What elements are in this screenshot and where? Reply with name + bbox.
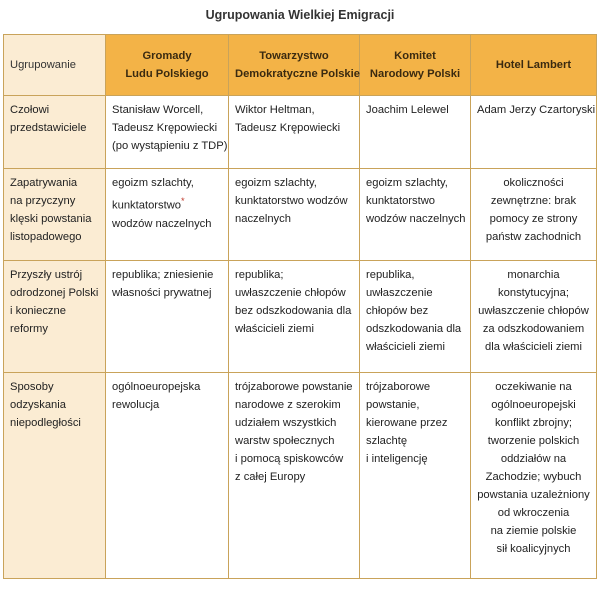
cell-line: na ziemie polskie [490, 525, 577, 537]
row-label-line: i konieczne [10, 305, 66, 317]
header-gromady [106, 35, 229, 96]
cell-line: bez odszkodowania dla [235, 305, 352, 317]
cell-line: (po wystąpieniu z TDP) [112, 140, 228, 152]
header-tdp [229, 35, 360, 96]
table-title: Ugrupowania Wielkiej Emigracji [205, 8, 395, 22]
cell-line: powstania uzależniony [477, 489, 590, 501]
cell-line: Stanisław Worcell, [112, 104, 204, 116]
cell-text: kunktatorstwo [112, 199, 182, 212]
header-corner: Ugrupowanie [4, 35, 106, 96]
cell-line: egoizm szlachty, [112, 177, 194, 189]
row-label-line: Zapatrywania [10, 177, 78, 189]
header-hotel-lambert [471, 35, 597, 96]
header-row [4, 35, 597, 96]
cell-lambert-leaders [471, 96, 597, 169]
row-label-line: odrodzonej Polski [10, 287, 99, 299]
cell-lambert-defeat-causes [471, 169, 597, 261]
cell-gromady-future-system [106, 261, 229, 373]
cell-line: i inteligencję [366, 453, 428, 465]
header-line: Towarzystwo [259, 50, 329, 62]
header-line: Narodowy Polski [369, 68, 461, 80]
row-label-line: Sposoby [10, 381, 54, 393]
cell-line: egoizm szlachty, [235, 177, 317, 189]
cell-line: państw zachodnich [485, 231, 582, 243]
row-label-independence [4, 373, 106, 579]
cell-gromady-independence [106, 373, 229, 579]
cell-line: wodzów naczelnych [366, 213, 466, 225]
cell-line: oczekiwanie na [495, 381, 572, 393]
cell-line: Adam Jerzy Czartoryski [477, 104, 596, 116]
table-row-defeat-causes [4, 169, 597, 261]
row-label-line: Czołowi [10, 104, 50, 116]
cell-knp-future-system [360, 261, 471, 373]
cell-line: oddziałów na [500, 453, 567, 465]
cell-tdp-leaders [229, 96, 360, 169]
cell-line: kunktatorstwo wodzów [235, 195, 348, 207]
cell-line: ogólnoeuropejska [112, 381, 201, 393]
cell-line: odszkodowania dla [366, 323, 462, 335]
cell-line: i pomocą spiskowców [235, 453, 344, 465]
cell-tdp-defeat-causes [229, 169, 360, 261]
row-label-line: odzyskania [10, 399, 66, 411]
cell-line: chłopów bez [366, 305, 429, 317]
cell-line: rewolucja [112, 399, 160, 411]
row-label-line: Przyszły ustrój [10, 269, 83, 281]
cell-line: narodowe z szerokim [235, 399, 341, 411]
cell-line: właścicieli ziemi [235, 323, 314, 335]
cell-gromady-leaders [106, 96, 229, 169]
cell-line: naczelnych [235, 213, 291, 225]
cell-line: tworzenie polskich [487, 435, 580, 447]
header-line: Komitet [394, 50, 436, 62]
cell-line: za odszkodowaniem [482, 323, 585, 335]
cell-line: uwłaszczenie chłopów [235, 287, 346, 299]
header-line: Ludu Polskiego [125, 68, 209, 80]
cell-lambert-future-system [471, 261, 597, 373]
row-label-leaders [4, 96, 106, 169]
cell-line: od wkroczenia [497, 507, 570, 519]
cell-line: kunktatorstwo [366, 195, 436, 207]
footnote-marker: * [181, 196, 185, 206]
cell-line [112, 192, 222, 215]
cell-line: republika, [366, 269, 415, 281]
cell-line: sił koalicyjnych [496, 543, 571, 555]
header-line: Hotel Lambert [495, 59, 572, 71]
cell-line: wodzów naczelnych [112, 217, 212, 230]
row-label-line: na przyczyny [10, 195, 76, 207]
cell-line: zewnętrzne: brak [490, 195, 577, 207]
cell-line: Joachim Lelewel [366, 104, 449, 116]
cell-line: republika; zniesienie [112, 269, 214, 281]
table-row-independence [4, 373, 597, 579]
cell-line: własności prywatnej [112, 287, 212, 299]
row-label-future-system [4, 261, 106, 373]
cell-line: udziałem wszystkich [235, 417, 337, 429]
cell-line: Tadeusz Krępowiecki [112, 122, 218, 134]
cell-line: ogólnoeuropejski [491, 399, 576, 411]
cell-tdp-independence [229, 373, 360, 579]
cell-knp-leaders [360, 96, 471, 169]
cell-line: trójzaborowe powstanie [235, 381, 353, 393]
cell-line: konstytucyjna; [498, 287, 569, 299]
cell-line: pomocy ze strony [489, 213, 578, 225]
cell-line: uwłaszczenie [366, 287, 433, 299]
cell-line: okoliczności [503, 177, 564, 189]
cell-line: warstw społecznych [235, 435, 335, 447]
cell-line: właścicieli ziemi [366, 341, 445, 353]
row-label-line: przedstawiciele [10, 122, 87, 134]
cell-line: konflikt zbrojny; [494, 417, 573, 429]
emigration-groups-table [3, 34, 597, 579]
cell-lambert-independence [471, 373, 597, 579]
table-row-leaders [4, 96, 597, 169]
row-label-defeat-causes [4, 169, 106, 261]
cell-tdp-future-system [229, 261, 360, 373]
cell-line: powstanie, [366, 399, 420, 411]
cell-line: Tadeusz Krępowiecki [235, 122, 341, 134]
row-label-line: listopadowego [10, 231, 82, 243]
cell-line: Wiktor Heltman, [235, 104, 315, 116]
cell-line: monarchia [507, 269, 560, 281]
cell-knp-defeat-causes [360, 169, 471, 261]
header-knp [360, 35, 471, 96]
row-label-line: reformy [10, 323, 48, 335]
row-label-line: klęski powstania [10, 213, 92, 225]
cell-line: szlachtę [366, 435, 408, 447]
cell-line: Zachodzie; wybuch [485, 471, 582, 483]
header-line: Gromady [142, 50, 192, 62]
table-row-future-system [4, 261, 597, 373]
header-line: Demokratyczne Polskie [235, 68, 360, 80]
row-label-line: niepodległości [10, 417, 81, 429]
cell-line: uwłaszczenie chłopów [478, 305, 589, 317]
cell-line: republika; [235, 269, 284, 281]
cell-knp-independence [360, 373, 471, 579]
cell-gromady-defeat-causes [106, 169, 229, 261]
cell-line: egoizm szlachty, [366, 177, 448, 189]
cell-line: dla właścicieli ziemi [485, 341, 582, 353]
cell-line: kierowane przez [366, 417, 448, 429]
cell-line: trójzaborowe [366, 381, 431, 393]
cell-line: z całej Europy [235, 471, 306, 483]
